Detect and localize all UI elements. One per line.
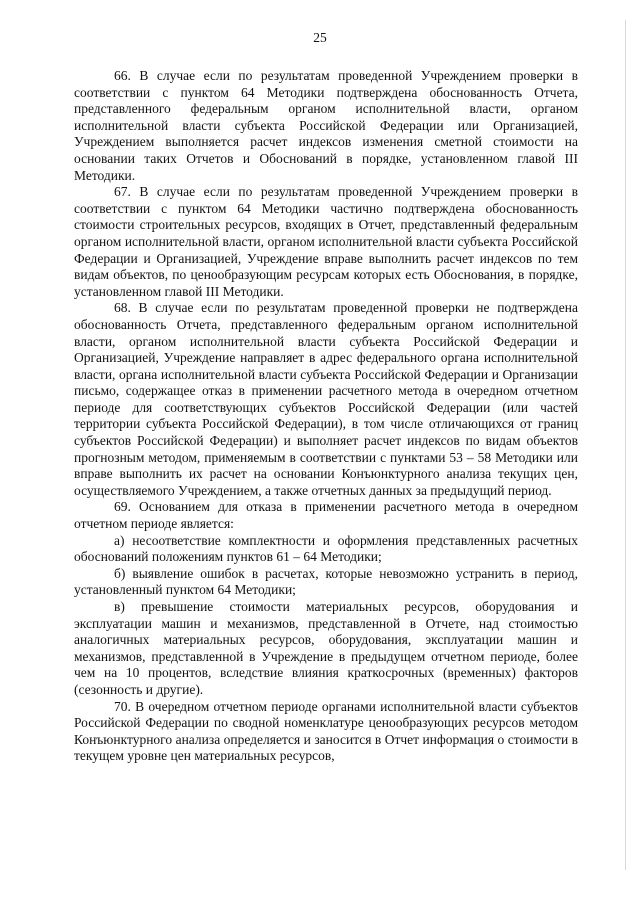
list-item-b: б) выявление ошибок в расчетах, которые невозможно устранить в период, установленный пунктом 64 Методики; — [74, 565, 578, 598]
body-text — [74, 68, 578, 765]
paragraph-66: 66. В случае если по результатам проведенной Учреждением проверки в соответствии с пунктом 64 Методики подтверждена обоснованность Отчета, представленного федеральным органом исполнительной власти, органом исполнительной власти субъекта Российской Федерации или Организацией, Учреждением выполняется расчет индексов изменения сметной стоимости на основании таких Отчетов и Обоснований в порядке, установленном главой III Методики. — [74, 68, 578, 183]
page-edge-line — [625, 20, 626, 870]
list-item-a: а) несоответствие комплектности и оформления представленных расчетных обоснований положениям пунктов 61 – 64 Методики; — [74, 532, 578, 565]
paragraph-69: 69. Основанием для отказа в применении расчетного метода в очередном отчетном периоде является: — [74, 499, 578, 532]
paragraph-70: 70. В очередном отчетном периоде органами исполнительной власти субъектов Российской Федерации по сводной номенклатуре ценообразующих ресурсов методом Конъюнктурного анализа определяется и заносится в Отчет информация о стоимости в текущем уровне цен материальных ресурсов, — [74, 698, 578, 764]
paragraph-67: 67. В случае если по результатам проведенной Учреждением проверки в соответствии с пунктом 64 Методики частично подтверждена обоснованность стоимости строительных ресурсов, входящих в Отчет, представленный федеральным органом исполнительной власти, органом исполнительной власти субъекта Российской Федерации и Организацией, Учреждение вправе выполнить расчет индексов по тем видам объектов, по ценообразующим ресурсам которых есть Обоснования, в порядке, установленном главой III Методики. — [74, 184, 578, 299]
paragraph-68: 68. В случае если по результатам проведенной проверки не подтверждена обоснованность Отчета, представленного федеральным органом исполнительной власти, органом исполнительной власти субъекта Российской Федерации и Организацией, Учреждение направляет в адрес федерального органа исполнительной власти, органа исполнительной власти субъекта Российской Федерации и Организации письмо, содержащее отказ в применении расчетного метода в очередном отчетном периоде для соответствующих субъектов Российской Федерации (или частей территории субъекта Российской Федерации), в том числе отличающихся от границ субъектов Российской Федерации) и выполняет расчет индексов по видам объектов прогнозным методом, применяемым в соответствии с пунктами 53 – 58 Методики или вправе выполнить их расчет на основании Конъюнктурного анализа текущих цен, осуществляемого Учреждением, а также отчетных данных за предыдущий период. — [74, 300, 578, 498]
list-item-v: в) превышение стоимости материальных ресурсов, оборудования и эксплуатации машин и механизмов, представленной в Отчете, над стоимостью аналогичных материальных ресурсов, оборудования, эксплуатации машин и механизмов, представленной в Учреждение в предыдущем отчетном периоде, более чем на 10 процентов, вследствие влияния краткосрочных (временных) факторов (сезонность и другие). — [74, 599, 578, 697]
page-number: 25 — [313, 30, 327, 45]
